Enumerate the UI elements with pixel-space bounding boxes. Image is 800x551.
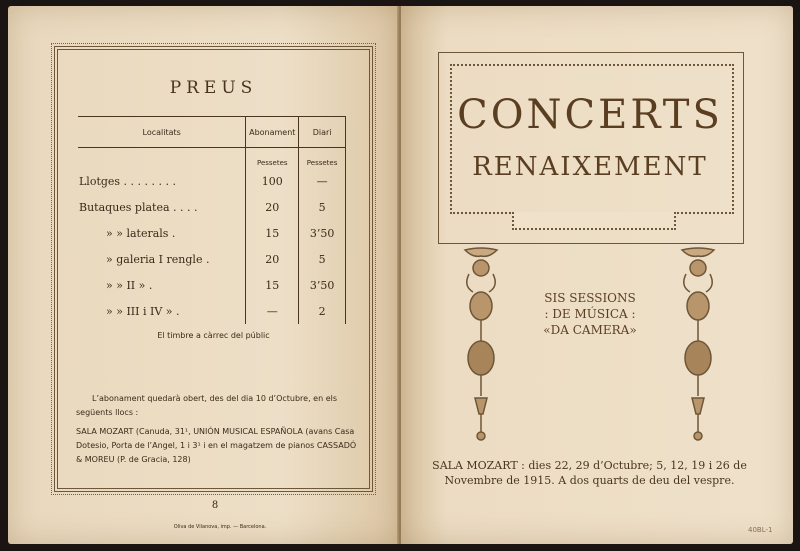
table-row [78, 272, 346, 298]
timbre-note: El timbre a càrrec del públic [157, 331, 270, 340]
cell-localitat: » galeria I rengle . [106, 252, 210, 266]
cover-title-renaixement: RENAIXEMENT [472, 152, 708, 182]
cell-localitat: Llotges . . . . . . . . [79, 174, 177, 188]
title-inner-frame [450, 64, 734, 214]
unit-abonament: Pessetes [246, 148, 299, 169]
archive-stamp: 40BL-1 [748, 526, 773, 534]
abonament-paragraph: L’abonament quedarà obert, des del dia 10 d’Octubre, en els següents llocs : [76, 394, 338, 417]
cell-diari: 2 [299, 298, 346, 324]
cell-localitat: » » III i IV » . [106, 304, 180, 318]
table-row [78, 246, 346, 272]
page-number: 8 [211, 500, 219, 511]
printer-imprint: Oliva de Vilanova, imp. — Barcelona. [173, 524, 267, 530]
cell-abonament: 20 [246, 194, 299, 220]
cell-abonament: — [246, 298, 299, 324]
sales-locations-paragraph: SALA MOZART (Canuda, 31¹, UNIÓN MUSICAL ESPAÑOLA (avans Casa Dotesio, Porta de l’Angel, 1 i 3¹ i en el magatzem de pianos CASSADÓ & MOREU (P. de Gracia, 128) [76, 427, 357, 464]
table-row [78, 194, 346, 220]
table-row [78, 298, 346, 324]
title-frame-notch [512, 212, 676, 230]
unit-diari: Pessetes [299, 148, 346, 169]
table-header-row [78, 117, 346, 148]
table-row [78, 220, 346, 246]
table-row [78, 168, 346, 194]
sessions-block [520, 290, 660, 338]
table-units-row [78, 148, 346, 169]
column-header-abonament: Abonament [246, 117, 299, 148]
page-title: PREUS [169, 78, 258, 98]
cell-localitat: Butaques platea . . . . [79, 200, 198, 214]
cell-abonament: 100 [246, 168, 299, 194]
cover-title-concerts: CONCERTS [457, 92, 723, 138]
cell-diari: 5 [299, 246, 346, 272]
unit-localitats [78, 148, 246, 169]
cell-diari: 5 [299, 194, 346, 220]
cell-localitat: » » laterals . [106, 226, 176, 240]
venue-dates-text: SALA MOZART : dies 22, 29 d’Octubre; 5, 12, 19 i 26 de Novembre de 1915. A dos quarts de deu del vespre. [432, 459, 747, 487]
cell-diari: 3’50 [299, 272, 346, 298]
cell-abonament: 20 [246, 246, 299, 272]
cell-abonament: 15 [246, 220, 299, 246]
floral-ornament-icon [676, 246, 720, 442]
column-header-localitats: Localitats [78, 117, 246, 148]
cell-diari: 3’50 [299, 220, 346, 246]
cell-localitat: » » II » . [106, 278, 153, 292]
cell-abonament: 15 [246, 272, 299, 298]
sessions-line: SIS SESSIONS [544, 291, 636, 305]
price-table [78, 116, 346, 324]
sessions-line: «DA CAMERA» [543, 323, 637, 337]
sessions-line: : DE MÚSICA : [544, 307, 636, 321]
cell-diari: — [299, 168, 346, 194]
column-header-diari: Diari [299, 117, 346, 148]
floral-ornament-icon [459, 246, 503, 442]
